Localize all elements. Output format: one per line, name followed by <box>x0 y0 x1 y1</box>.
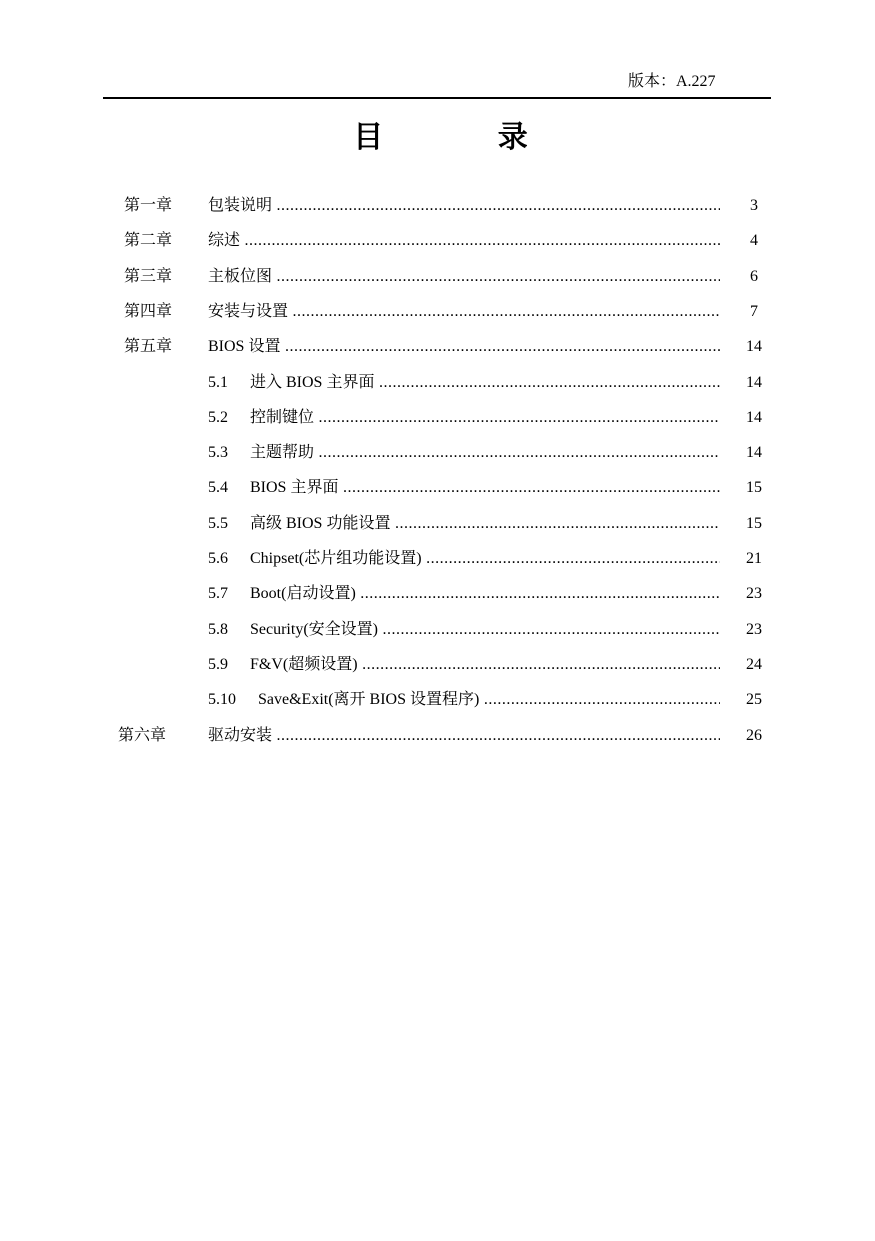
toc-section-number: 5.8 <box>208 620 228 638</box>
toc-row[interactable] <box>0 654 875 676</box>
toc-page-number: 15 <box>746 479 762 497</box>
toc-row[interactable] <box>0 477 875 499</box>
toc-entry <box>208 372 720 394</box>
toc-entry-label: 安装与设置 ..... <box>208 303 720 320</box>
toc-entry-label: BIOS 设置 ..... <box>208 338 720 355</box>
version-label: 版本：A.227 <box>628 73 716 90</box>
toc-row[interactable] <box>0 336 875 358</box>
toc-page-number: 14 <box>746 444 762 462</box>
toc-chapter-label: 第四章 <box>124 302 173 320</box>
toc-section-number: 5.10 <box>208 691 236 709</box>
toc-entry-label: 主题帮助 ..... <box>250 444 720 461</box>
toc-page-number: 21 <box>746 550 762 567</box>
toc-section-number: 5.6 <box>208 550 228 567</box>
toc-row[interactable] <box>0 725 875 747</box>
toc-chapter-label: 第二章 <box>124 232 173 250</box>
toc-row[interactable] <box>0 407 875 429</box>
toc-chapter-label: 第五章 <box>124 338 173 356</box>
toc-row[interactable] <box>0 548 875 570</box>
toc-row[interactable] <box>0 301 875 323</box>
toc-page-number: 24 <box>746 655 762 673</box>
toc-entry <box>208 266 720 288</box>
toc-page-number: 7 <box>750 302 758 320</box>
toc-entry <box>208 513 720 535</box>
toc-section-number: 5.9 <box>208 655 228 673</box>
toc-row[interactable] <box>0 266 875 288</box>
toc-section-number: 5.1 <box>208 373 228 391</box>
toc-page-number: 3 <box>750 197 758 214</box>
toc-row[interactable] <box>0 230 875 252</box>
toc-section-number: 5.3 <box>208 444 228 462</box>
toc-entry <box>208 689 720 711</box>
toc-entry-label: BIOS 主界面 ..... <box>250 479 720 496</box>
toc-entry-label: 高级 BIOS 功能设置 ..... <box>250 515 720 532</box>
toc-section-number: 5.2 <box>208 408 228 426</box>
toc-entry-label: 综述 ..... <box>208 232 720 249</box>
toc-row[interactable] <box>0 689 875 711</box>
toc-page-number: 26 <box>746 726 762 744</box>
toc-row[interactable] <box>0 513 875 535</box>
toc-page-number: 23 <box>746 585 762 603</box>
toc-entry-label: 主板位图 ..... <box>208 268 720 285</box>
toc-entry <box>208 301 720 323</box>
toc-section-number: 5.4 <box>208 479 228 497</box>
toc-entry <box>208 619 720 641</box>
toc-page-number: 6 <box>750 267 758 285</box>
toc-page-number: 14 <box>746 338 762 356</box>
toc-row[interactable] <box>0 583 875 605</box>
toc-entry-label: 进入 BIOS 主界面 ..... <box>250 374 720 391</box>
toc-row[interactable] <box>0 195 875 217</box>
toc-entry-label: Security(安全设置) ..... <box>250 621 720 638</box>
toc-entry-label: 控制键位 ..... <box>250 409 720 426</box>
toc-entry <box>208 336 720 358</box>
toc-page-number: 14 <box>746 373 762 391</box>
toc-entry <box>208 230 720 252</box>
toc-chapter-label: 第三章 <box>124 267 173 285</box>
toc-row[interactable] <box>0 442 875 464</box>
toc-entry-label: 包装说明 ..... <box>208 197 720 214</box>
toc-entry-label: 驱动安装 ..... <box>208 727 720 744</box>
toc-row[interactable] <box>0 619 875 641</box>
toc-entry-label: Boot(启动设置) ..... <box>250 585 720 602</box>
toc-section-number: 5.7 <box>208 585 228 603</box>
toc-entry <box>208 195 720 217</box>
toc-page-number: 15 <box>746 514 762 532</box>
toc-page-number: 4 <box>750 232 758 250</box>
toc-entry <box>208 442 720 464</box>
toc-page-number: 14 <box>746 408 762 426</box>
toc-entry <box>208 548 720 570</box>
toc-page-number: 25 <box>746 691 762 709</box>
toc-entry <box>208 654 720 676</box>
toc-page-number: 23 <box>746 620 762 638</box>
toc-chapter-label: 第一章 <box>124 197 173 214</box>
toc-entry-label: Save&Exit(离开 BIOS 设置程序) ..... <box>258 691 720 708</box>
page-title: 目 录 <box>353 120 580 155</box>
toc-entry-label: Chipset(芯片组功能设置) ..... <box>250 550 720 567</box>
toc-entry <box>208 477 720 499</box>
toc-entry <box>208 583 720 605</box>
toc-section-number: 5.5 <box>208 514 228 532</box>
toc-chapter-label: 第六章 <box>118 726 167 744</box>
toc-entry <box>208 407 720 429</box>
toc-entry-label: F&V(超频设置) ..... <box>250 656 720 673</box>
toc-row[interactable] <box>0 372 875 394</box>
toc-entry <box>208 725 720 747</box>
